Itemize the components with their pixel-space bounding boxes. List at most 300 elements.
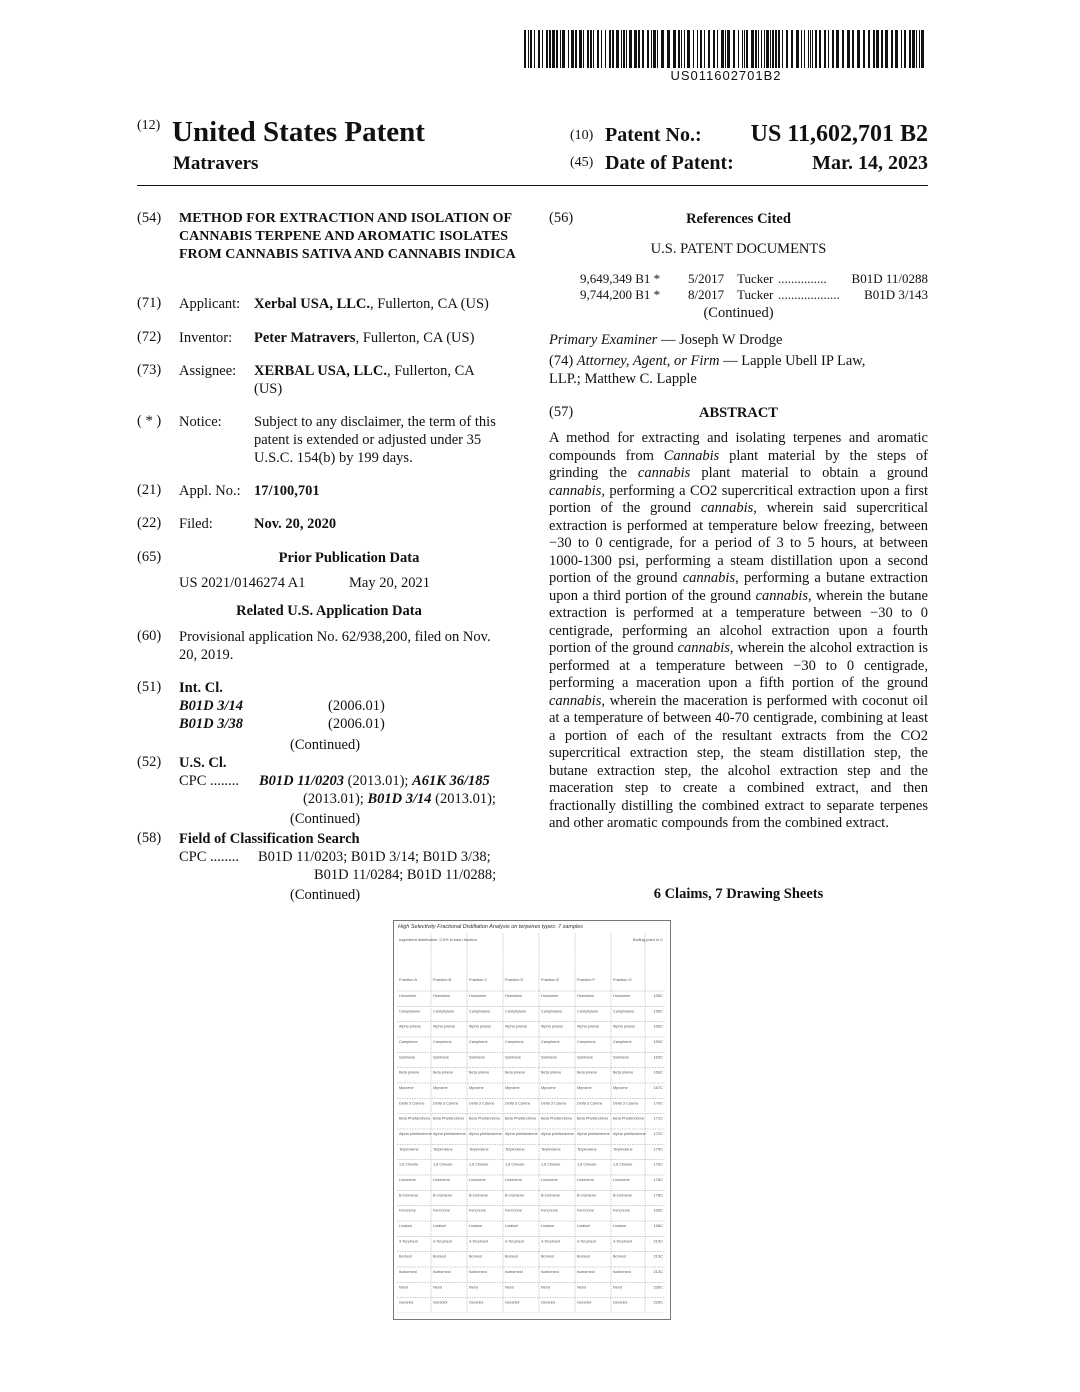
figure-fraction-label: Fraction F	[577, 977, 596, 982]
assignee	[254, 362, 475, 380]
figure-cell-compound: Fenchone	[541, 1208, 558, 1213]
figure-cell-compound: Fenchone	[469, 1208, 486, 1213]
int-cl-2-date: (2006.01)	[328, 716, 385, 732]
barcode-bar	[791, 30, 793, 68]
figure-cell-compound: Terpinolene	[433, 1147, 453, 1152]
figure-cell-boiling-point: 213C	[653, 1269, 663, 1274]
barcode-bar	[801, 30, 802, 68]
figure-cell-compound: Alpha pinene	[505, 1024, 528, 1029]
inventor-label: Inventor:	[179, 330, 233, 346]
code-73: (73)	[137, 362, 162, 378]
barcode-bar	[530, 30, 532, 68]
barcode-bar	[626, 30, 627, 68]
figure-cell-compound: 1,8 Cineole	[469, 1162, 489, 1167]
figure-table	[397, 933, 665, 1313]
figure-cell-compound: Alpha phellandrene	[613, 1132, 646, 1136]
field-line-1: B01D 11/0203; B01D 3/14; B01D 3/38;	[258, 849, 491, 865]
us-cl-class-1: B01D 11/0203	[259, 773, 344, 789]
figure-cell-compound: Humulene	[399, 994, 417, 998]
representative-drawing	[393, 920, 671, 1320]
code-54: (54)	[137, 210, 162, 226]
figure-cell-compound: 1,8 Cineole	[433, 1162, 453, 1167]
notice-line-2: patent is extended or adjusted under 35	[254, 432, 482, 448]
figure-header-right: Boiling point in C	[632, 937, 663, 942]
figure-fraction-label: Fraction C	[469, 977, 488, 982]
figure-cell-compound: Camphene	[433, 1040, 452, 1044]
barcode-bar	[583, 30, 584, 68]
barcode-bar	[815, 30, 817, 68]
figure-cell-compound: Humulene	[577, 994, 595, 998]
figure-cell-compound: Isoborneol	[469, 1270, 487, 1274]
barcode-bar	[804, 30, 805, 68]
patent-number: US 11,602,701 B2	[750, 121, 928, 147]
barcode-bar	[634, 30, 637, 68]
figure-cell-boiling-point: 229C	[653, 1299, 663, 1305]
barcode-bar	[568, 30, 569, 68]
barcode-bar	[733, 30, 735, 68]
figure-cell-compound: Linalool	[433, 1224, 447, 1228]
figure-cell-compound: Borneol	[433, 1254, 447, 1259]
barcode-bar	[876, 30, 879, 68]
barcode-bar	[621, 30, 622, 68]
code-56: (56)	[549, 210, 574, 226]
barcode-bar	[778, 30, 780, 68]
figure-cell-compound: Geraniol	[399, 1300, 414, 1305]
figure-cell-compound: Camphene	[541, 1040, 560, 1044]
figure-cell-compound: Beta pinene	[577, 1070, 598, 1075]
barcode-bar	[824, 30, 826, 68]
figure-cell-compound: Limonene	[433, 1178, 450, 1182]
barcode-bar	[638, 30, 640, 68]
figure-cell-compound: Camphene	[577, 1040, 596, 1044]
barcode-bar	[725, 30, 726, 68]
figure-cell-compound: Beta pinene	[469, 1070, 490, 1075]
figure-cell-compound: Sabinene	[541, 1055, 558, 1060]
barcode-bar	[579, 30, 582, 68]
barcode-bar	[901, 30, 902, 68]
figure-cell-compound: Borneol	[541, 1254, 555, 1259]
patent-type: United States Patent	[172, 116, 425, 148]
reference-dots: ...................	[778, 287, 840, 302]
figure-cell-compound: Camphylene	[469, 1009, 491, 1014]
figure-cell-compound: Fenchone	[433, 1208, 450, 1213]
barcode-bar	[782, 30, 783, 68]
barcode-bar	[742, 30, 743, 68]
abstract-heading: ABSTRACT	[699, 405, 778, 421]
us-cl-date-2: (2013.01);	[303, 791, 364, 807]
reference-class: B01D 3/143	[864, 287, 928, 302]
barcode-bar	[713, 30, 715, 68]
code-65: (65)	[137, 549, 162, 565]
figure-cell-compound: Myrcene	[399, 1086, 414, 1090]
figure-cell-compound: Alpha pinene	[613, 1024, 636, 1029]
figure-cell-compound: 1,8 Cineole	[541, 1162, 561, 1167]
figure-cell-compound: Isoborneol	[577, 1270, 595, 1274]
barcode-bar	[667, 30, 670, 68]
figure-cell-compound: Isoborneol	[399, 1270, 417, 1274]
filed-label: Filed:	[179, 516, 213, 532]
int-cl-continued: (Continued)	[290, 737, 361, 753]
barcode-bar	[560, 30, 561, 68]
barcode-bar	[587, 30, 589, 68]
figure-cell-compound: Borneol	[469, 1254, 483, 1259]
inventor-location: , Fullerton, CA (US)	[355, 330, 475, 346]
figure-caption: High Selectivity Fractional Distillation Analysis on terpenes types: 7 samples	[398, 924, 584, 930]
barcode-bar	[597, 30, 599, 68]
figure-cell-compound: Borneol	[399, 1254, 413, 1259]
figure-cell-boiling-point: 226C	[653, 1284, 663, 1290]
barcode-bar	[786, 30, 788, 68]
figure-cell-compound: Camphylene	[613, 1009, 635, 1014]
barcode-bar	[921, 30, 924, 68]
figure-cell-boiling-point: 178C	[653, 1192, 663, 1198]
figure-cell-compound: Myrcene	[433, 1086, 448, 1090]
barcode-bar	[524, 30, 526, 68]
figure-cell-compound: Borneol	[505, 1254, 519, 1259]
barcode-bar	[761, 30, 762, 68]
abstract-text: A method for extracting and isolating terpenes and aromatic compounds from Cannabis plant material by the steps of grinding the cannabis plant material to obtain a ground cannabis, performing a CO2 supercritical extraction upon a first portion of the ground cannabis, wherein said supercritical extraction is performed at temperature below freezing, between −30 to 0 centigrade, for a period of 3 to 5 hours, at between 1000-1300 psi, performing a steam distillation upon a second portion of the ground cannabis, performing a butane extraction upon a third portion of the ground cannabis, wherein the butane extraction is performed at a temperature between −30 to 0 centigrade, performing an alcohol extraction upon a fourth portion of the ground cannabis, wherein the alcohol extraction is performed at a temperature between −30 to 0 centigrade, performing a maceration upon a fifth portion of the ground cannabis, wherein the maceration is performed with coconut oil at a temperature of between 40-70 centigrade, combining at least a portion of each of the resultant extracts from the CO2 supercritical extraction step, the steam distillation step, the butane extraction step, the alcohol extraction step and the maceration step to create a combined extract, and then fractionally distilling the combined extract to separate terpenes and other aromatic compounds from the combined extract.	[549, 430, 928, 831]
barcode-bar	[528, 30, 529, 68]
figure-cell-compound: B-Ocimene	[577, 1193, 596, 1198]
inventor-name: Peter Matravers	[254, 330, 356, 346]
header-rule	[137, 185, 928, 186]
barcode-bar	[857, 30, 860, 68]
figure-cell-compound: Borneol	[613, 1254, 627, 1259]
code-58: (58)	[137, 830, 162, 846]
barcode-bar	[616, 30, 619, 68]
figure-fraction-label: Fraction E	[541, 977, 560, 982]
figure-cell-compound: Myrcene	[613, 1086, 628, 1090]
figure-cell-compound: Delta 3 Carene	[433, 1101, 459, 1106]
figure-cell-compound: Beta pinene	[399, 1070, 420, 1075]
barcode-bar	[651, 30, 652, 68]
barcode-bar	[772, 30, 774, 68]
barcode-bar	[642, 30, 644, 68]
barcode-bar	[609, 30, 611, 68]
code-57: (57)	[549, 404, 574, 420]
figure-cell-compound: Linalool	[577, 1224, 591, 1228]
assignee-country: (US)	[254, 381, 283, 397]
barcode-bar	[678, 30, 680, 68]
figure-cell-compound: 1,8 Cineole	[577, 1162, 597, 1167]
barcode-bar	[904, 30, 906, 68]
figure-cell-compound: Limonene	[613, 1178, 630, 1182]
date-label: Date of Patent:	[605, 152, 734, 174]
figure-cell-compound: Geraniol	[613, 1300, 628, 1305]
barcode-bar	[836, 30, 839, 68]
figure-cell-compound: B-Ocimene	[399, 1193, 418, 1198]
barcode-bar	[538, 30, 540, 68]
figure-fraction-label: Fraction A	[399, 977, 418, 982]
applicant-location: , Fullerton, CA (US)	[370, 296, 489, 312]
barcode-bar	[612, 30, 614, 68]
us-cl-class-3: B01D 3/14	[367, 791, 432, 807]
figure-cell-compound: Myrcene	[541, 1086, 556, 1090]
barcode-bar	[832, 30, 834, 68]
prior-pub-heading: Prior Publication Data	[278, 550, 420, 566]
barcode-bar	[721, 30, 724, 68]
figure-cell-compound: Delta 3 Carene	[399, 1101, 425, 1106]
figure-cell-compound: d-Terpineol	[469, 1239, 488, 1244]
figure-cell-compound: Linalool	[505, 1224, 519, 1228]
figure-cell-compound: Beta Phellandrene	[433, 1116, 465, 1121]
barcode-bar	[775, 30, 777, 68]
figure-cell-compound: d-Terpineol	[613, 1239, 632, 1244]
examiner-label: Primary Examiner	[549, 332, 658, 348]
code-52: (52)	[137, 754, 162, 770]
figure-cell-compound: Beta Phellandrene	[399, 1116, 431, 1121]
figure-cell-compound: Alpha phellandrene	[541, 1132, 574, 1136]
code-notice: ( * )	[137, 413, 162, 429]
figure-cell-compound: Alpha pinene	[577, 1024, 600, 1029]
figure-cell-boiling-point: 172C	[653, 1131, 663, 1136]
figure-cell-compound: Geraniol	[469, 1300, 484, 1305]
figure-cell-compound: Isoborneol	[433, 1270, 451, 1274]
figure-cell-boiling-point: 176C	[653, 1161, 663, 1167]
figure-cell-compound: Linalool	[469, 1224, 483, 1228]
patent-date: Mar. 14, 2023	[812, 152, 928, 174]
figure-cell-compound: Nerol	[541, 1285, 551, 1290]
figure-cell-compound: Camphylene	[541, 1009, 563, 1014]
figure-cell-compound: Nerol	[433, 1285, 443, 1290]
figure-cell-compound: Limonene	[469, 1178, 486, 1182]
barcode-bar	[549, 30, 551, 68]
figure-cell-boiling-point: 106C	[653, 993, 663, 998]
barcode-bar	[575, 30, 577, 68]
figure-cell-compound: Sabinene	[433, 1055, 450, 1060]
barcode-bar	[891, 30, 893, 68]
us-cl-continued: (Continued)	[290, 811, 361, 827]
barcode-bar	[909, 30, 911, 68]
code-51: (51)	[137, 679, 162, 695]
barcode-bar	[766, 30, 769, 68]
provisional-line-2: 20, 2019.	[179, 647, 234, 663]
figure-cell-compound: B-Ocimene	[433, 1193, 452, 1198]
barcode-bar	[552, 30, 555, 68]
attorney-name: — Lapple Ubell IP Law,	[719, 353, 866, 369]
figure-cell-boiling-point: 219C	[653, 1238, 663, 1244]
barcode-bar	[852, 30, 854, 68]
figure-cell-compound: Isoborneol	[613, 1270, 631, 1274]
figure-cell-boiling-point: 170C	[653, 1100, 663, 1106]
figure-cell-compound: Camphene	[399, 1040, 418, 1044]
int-cl-1: B01D 3/14	[179, 698, 244, 714]
field-line-2: B01D 11/0284; B01D 11/0288;	[314, 867, 497, 883]
figure-cell-compound: Myrcene	[577, 1086, 592, 1090]
figure-cell-compound: Delta 3 Carene	[469, 1101, 495, 1106]
barcode-bar	[808, 30, 809, 68]
barcode-bar	[556, 30, 558, 68]
figure-cell-boiling-point: 171C	[653, 1115, 663, 1121]
figure-cell-compound: Terpinolene	[577, 1147, 597, 1152]
notice-line-3: U.S.C. 154(b) by 199 days.	[254, 450, 413, 466]
us-cl-line-2	[303, 790, 519, 808]
figure-cell-compound: Humulene	[469, 994, 487, 998]
figure-cell-compound: Alpha phellandrene	[433, 1132, 466, 1136]
figure-cell-compound: Limonene	[399, 1178, 416, 1182]
figure-cell-compound: Camphene	[469, 1040, 488, 1044]
figure-cell-compound: Fenchone	[505, 1208, 522, 1213]
figure-cell-compound: Alpha phellandrene	[399, 1132, 432, 1136]
figure-cell-compound: Fenchone	[577, 1208, 594, 1213]
barcode-bar	[673, 30, 676, 68]
figure-cell-compound: Beta Phellandrene	[577, 1116, 609, 1121]
barcode-bar	[623, 30, 625, 68]
barcode-bar	[542, 30, 543, 68]
figure-cell-boiling-point: 156C	[653, 1008, 663, 1014]
barcode-bar	[717, 30, 718, 68]
figure-cell-compound: Geraniol	[433, 1300, 448, 1305]
barcode-bar	[546, 30, 548, 68]
barcode-bar	[727, 30, 730, 68]
figure-cell-compound: Sabinene	[469, 1055, 486, 1060]
invention-title: METHOD FOR EXTRACTION AND ISOLATION OF CANNABIS TERPENE AND AROMATIC ISOLATES FROM CANNABIS SATIVA AND CANNABIS INDICA	[179, 211, 516, 262]
barcode-bar	[755, 30, 757, 68]
figure-cell-compound: Nerol	[613, 1285, 623, 1290]
code-21: (21)	[137, 482, 162, 498]
figure-cell-compound: Alpha phellandrene	[505, 1132, 538, 1136]
barcode-bar	[828, 30, 829, 68]
figure-cell-compound: Terpinolene	[469, 1147, 489, 1152]
prior-pub-date: May 20, 2021	[349, 575, 430, 591]
reference-number: 9,744,200 B1 *	[580, 287, 661, 302]
barcode-bar	[751, 30, 754, 68]
us-cl-label: U.S. Cl.	[179, 755, 227, 771]
assignee-location: , Fullerton, CA	[386, 363, 475, 379]
figure-cell-boiling-point: 174C	[653, 1146, 663, 1152]
int-cl-2: B01D 3/38	[179, 716, 244, 732]
int-cl-label: Int. Cl.	[179, 680, 223, 696]
figure-cell-compound: Delta 3 Carene	[541, 1101, 567, 1106]
reference-date: 5/2017	[688, 271, 725, 286]
prior-pub-number: US 2021/0146274 A1	[179, 575, 306, 591]
us-patent-docs-heading: U.S. PATENT DOCUMENTS	[650, 241, 827, 257]
barcode-bar	[758, 30, 759, 68]
figure-cell-compound: Sabinene	[613, 1055, 630, 1060]
figure-cell-boiling-point: 166C	[653, 1069, 663, 1075]
barcode-bar	[693, 30, 694, 68]
figure-cell-compound: Alpha pinene	[469, 1024, 492, 1029]
barcode-bar	[744, 30, 745, 68]
barcode-bar	[697, 30, 698, 68]
figure-cell-compound: 1,8 Cineole	[399, 1162, 419, 1167]
code-74: (74)	[549, 353, 574, 369]
barcode-bar	[687, 30, 690, 68]
figure-cell-compound: B-Ocimene	[541, 1193, 560, 1198]
barcode-bar	[842, 30, 844, 68]
figure-cell-compound: Terpinolene	[505, 1147, 525, 1152]
figure-cell-compound: Humulene	[613, 994, 631, 998]
figure-cell-compound: Beta Phellandrene	[469, 1116, 501, 1121]
int-cl-1-date: (2006.01)	[328, 698, 385, 714]
figure-cell-compound: Terpinolene	[541, 1147, 561, 1152]
figure-cell-compound: Linalool	[541, 1224, 555, 1228]
reference-class: B01D 11/0288	[851, 271, 928, 286]
figure-cell-compound: Alpha pinene	[433, 1024, 456, 1029]
figure-cell-compound: Humulene	[433, 994, 451, 998]
figure-cell-compound: Delta 3 Carene	[505, 1101, 531, 1106]
barcode-bar	[681, 30, 682, 68]
figure-cell-compound: d-Terpineol	[399, 1239, 418, 1244]
figure-cell-compound: Humulene	[505, 994, 523, 998]
barcode-bar	[593, 30, 594, 68]
barcode-bar	[847, 30, 850, 68]
figure-header-left: Ingredient distribution: 0.5% in each fraction	[399, 937, 477, 942]
barcode-bar	[653, 30, 656, 68]
related-data-heading: Related U.S. Application Data	[236, 603, 422, 619]
barcode-bar	[657, 30, 658, 68]
reference-number: 9,649,349 B1 *	[580, 271, 661, 286]
applicant-label: Applicant:	[179, 296, 241, 312]
figure-cell-compound: Isoborneol	[505, 1270, 523, 1274]
code-60: (60)	[137, 628, 162, 644]
barcode-bar	[601, 30, 602, 68]
barcode-bar	[647, 30, 649, 68]
figure-cell-boiling-point: 167C	[653, 1085, 663, 1090]
figure-fraction-label: Fraction B	[433, 977, 452, 982]
figure-cell-compound: Nerol	[577, 1285, 587, 1290]
figure-cell-compound: Linalool	[399, 1224, 413, 1228]
claims-summary: 6 Claims, 7 Drawing Sheets	[653, 886, 824, 902]
filed-date: Nov. 20, 2020	[254, 516, 337, 532]
appl-no: 17/100,701	[254, 483, 320, 499]
figure-cell-compound: Camphene	[505, 1040, 524, 1044]
barcode-bar	[863, 30, 865, 68]
barcode-bar	[868, 30, 870, 68]
barcode-bar	[885, 30, 888, 68]
applicant	[254, 295, 489, 313]
figure-cell-compound: Geraniol	[577, 1300, 592, 1305]
barcode-bar	[571, 30, 574, 68]
figure-cell-compound: Alpha phellandrene	[577, 1132, 610, 1136]
figure-cell-compound: d-Terpineol	[577, 1239, 596, 1244]
figure-cell-compound: B-Ocimene	[613, 1193, 632, 1198]
barcode	[524, 30, 928, 68]
figure-cell-compound: Beta Phellandrene	[505, 1116, 537, 1121]
figure-cell-compound: Alpha pinene	[399, 1024, 422, 1029]
figure-cell-boiling-point: 159C	[653, 1039, 663, 1044]
examiner-name: — Joseph W Drodge	[657, 332, 783, 348]
figure-cell-compound: Nerol	[399, 1285, 409, 1290]
figure-cell-compound: Sabinene	[399, 1055, 416, 1060]
reference-dots: ...............	[778, 271, 827, 286]
figure-cell-compound: Nerol	[505, 1285, 515, 1290]
figure-cell-boiling-point: 198C	[653, 1223, 663, 1228]
figure-cell-compound: Camphylene	[577, 1009, 599, 1014]
figure-cell-compound: Beta pinene	[613, 1070, 634, 1075]
figure-fraction-label: Fraction G	[613, 977, 632, 982]
figure-cell-compound: Delta 3 Carene	[613, 1101, 639, 1106]
code-12: (12)	[137, 118, 161, 133]
primary-examiner	[549, 331, 782, 349]
us-cl-date-3: (2013.01);	[435, 791, 496, 807]
barcode-bar	[746, 30, 748, 68]
figure-cell-compound: Fenchone	[399, 1208, 416, 1213]
references-heading: References Cited	[686, 211, 791, 227]
barcode-number: US011602701B2	[670, 68, 782, 83]
barcode-bar	[629, 30, 632, 68]
figure-cell-compound: Camphylene	[399, 1009, 421, 1014]
barcode-bar	[534, 30, 535, 68]
figure-cell-compound: Terpinolene	[613, 1147, 633, 1152]
barcode-bar	[796, 30, 799, 68]
barcode-bar	[873, 30, 875, 68]
figure-cell-compound: Nerol	[469, 1285, 479, 1290]
barcode-bar	[738, 30, 739, 68]
appl-no-label: Appl. No.:	[179, 483, 241, 499]
figure-cell-compound: d-Terpineol	[433, 1239, 452, 1244]
barcode-bar	[912, 30, 915, 68]
